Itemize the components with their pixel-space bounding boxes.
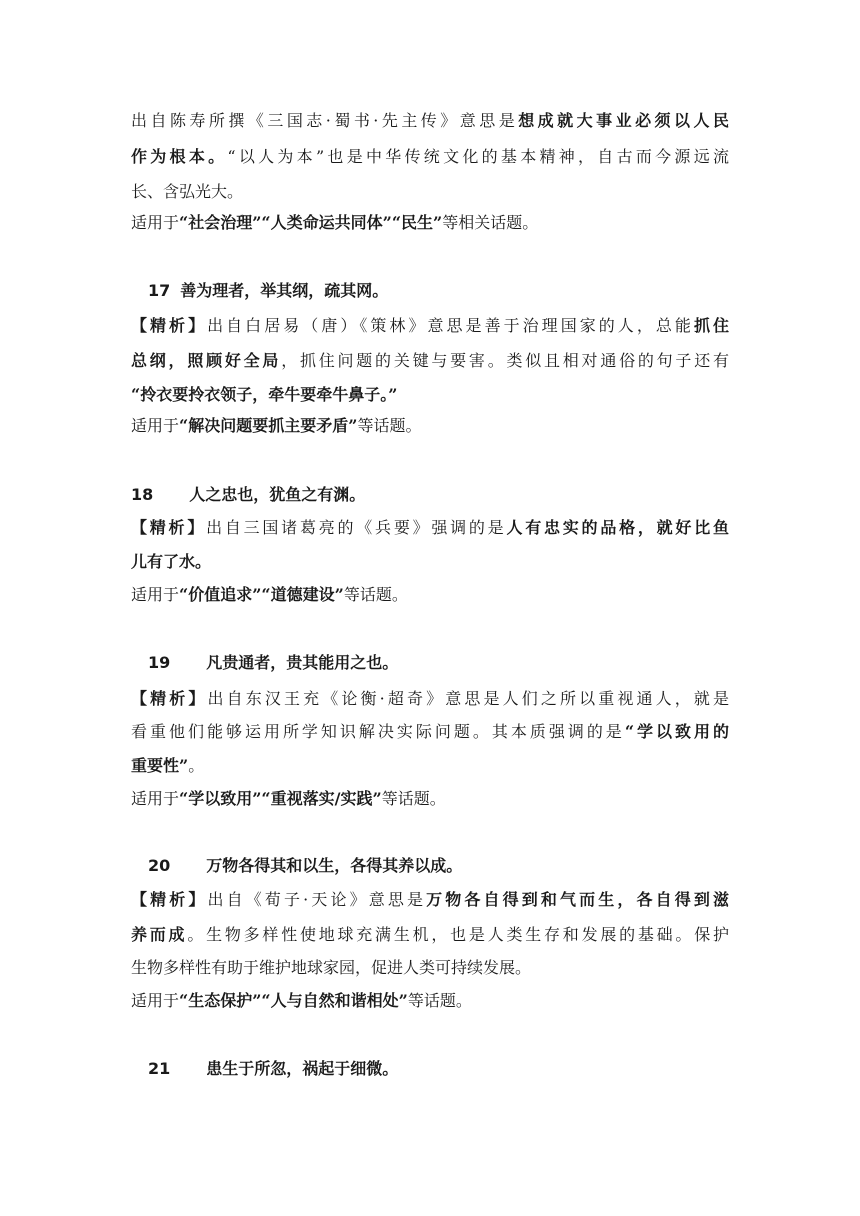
analysis-text: 。生物多样性使地球充满生机，也是人类生存和发展的基础。保护 <box>187 925 729 944</box>
item-number: 19 <box>148 653 171 672</box>
intro-line-3 <box>131 182 243 202</box>
item-20-line-2 <box>131 925 729 945</box>
analysis-bold-text: 万物各自得到和气而生，各自得到滋 <box>426 890 729 909</box>
analysis-bold-text: 养而成 <box>131 925 188 944</box>
applicable-prefix: 适用于 <box>131 213 180 232</box>
item-18-heading <box>131 485 365 505</box>
applicable-prefix: 适用于 <box>131 789 180 808</box>
applicable-prefix: 适用于 <box>131 991 180 1010</box>
applicable-topics: “解决问题要抓主要矛盾” <box>179 416 358 435</box>
intro-text: 长、含弘光大。 <box>131 182 244 201</box>
item-number: 21 <box>148 1059 171 1078</box>
analysis-bold-text: 重要性” <box>131 756 189 775</box>
analysis-text: 。 <box>188 756 205 775</box>
applicable-prefix: 适用于 <box>131 585 180 604</box>
item-21-heading <box>148 1059 398 1079</box>
intro-applicable-line <box>131 213 538 233</box>
item-title: 患生于所忽，祸起于细微。 <box>206 1059 399 1078</box>
analysis-bold-text: 抓住 <box>693 316 729 335</box>
analysis-text: ，抓住问题的关键与要害。类似且相对通俗的句子还有 <box>281 351 729 370</box>
item-18-applicable-line <box>131 585 408 605</box>
item-17-line-3 <box>131 385 397 405</box>
item-17-line-2 <box>131 351 729 371</box>
intro-text: “以人为本”也是中华传统文化的基本精神，自古而今源远流 <box>227 147 729 166</box>
analysis-label: 【精析】 <box>131 518 207 537</box>
item-19-applicable-line <box>131 789 446 809</box>
intro-line-1 <box>131 111 729 131</box>
applicable-suffix: 等相关话题。 <box>442 213 539 232</box>
item-19-line-3 <box>131 756 204 776</box>
applicable-topics: “价值追求”“道德建设” <box>179 585 344 604</box>
analysis-label: 【精析】 <box>131 689 208 708</box>
item-18-line-2 <box>131 552 211 572</box>
item-17-line-1 <box>131 316 729 336</box>
applicable-topics: “学以致用”“重视落实/实践” <box>179 789 382 808</box>
applicable-suffix: 等话题。 <box>407 991 472 1010</box>
item-19-line-1 <box>131 689 729 709</box>
item-17-applicable-line <box>131 416 421 436</box>
analysis-bold-text: 人有忠实的品格，就好比鱼 <box>506 518 729 537</box>
intro-line-2 <box>131 147 729 167</box>
analysis-text: 看重他们能够运用所学知识解决实际问题。其本质强调的是 <box>131 722 625 741</box>
analysis-bold-text: “拎衣要拎衣领子，牵牛要牵牛鼻子。” <box>131 385 398 404</box>
item-title: 万物各得其和以生，各得其养以成。 <box>206 856 463 875</box>
analysis-text: 出自《荀子·天论》意思是 <box>207 890 427 909</box>
analysis-label: 【精析】 <box>131 890 208 909</box>
applicable-topics: “生态保护”“人与自然和谐相处” <box>179 991 408 1010</box>
item-number: 17 <box>148 281 171 300</box>
item-number: 18 <box>131 485 154 504</box>
item-17-heading <box>148 281 388 301</box>
item-20-line-3 <box>131 958 531 978</box>
intro-text: 出自陈寿所撰《三国志·蜀书·先主传》意思是 <box>131 111 519 130</box>
item-number: 20 <box>148 856 171 875</box>
analysis-bold-text: 儿有了水。 <box>131 552 212 571</box>
intro-bold-text: 想成就大事业必须以人民 <box>518 111 729 130</box>
item-title: 善为理者，举其纲，疏其网。 <box>180 281 389 300</box>
applicable-suffix: 等话题。 <box>381 789 446 808</box>
item-20-applicable-line <box>131 991 472 1011</box>
item-20-heading <box>148 856 462 876</box>
analysis-text: 出自白居易（唐）《策林》意思是善于治理国家的人，总能 <box>207 316 694 335</box>
analysis-text: 生物多样性有助于维护地球家园，促进人类可持续发展。 <box>131 958 532 977</box>
analysis-bold-text: 总纲，照顾好全局 <box>131 351 282 370</box>
item-title: 人之忠也，犹鱼之有渊。 <box>189 485 366 504</box>
item-title: 凡贵通者，贵其能用之也。 <box>206 653 399 672</box>
applicable-suffix: 等话题。 <box>357 416 422 435</box>
analysis-text: 出自东汉王充《论衡·超奇》意思是人们之所以重视通人，就是 <box>207 689 729 708</box>
analysis-label: 【精析】 <box>131 316 208 335</box>
item-20-line-1 <box>131 890 729 910</box>
applicable-prefix: 适用于 <box>131 416 180 435</box>
analysis-text: 出自三国诸葛亮的《兵要》强调的是 <box>206 518 507 537</box>
item-19-heading <box>148 653 398 673</box>
item-18-line-1 <box>131 518 729 538</box>
applicable-topics: “社会治理”“人类命运共同体”“民生” <box>179 213 443 232</box>
analysis-bold-text: “学以致用的 <box>624 722 729 741</box>
applicable-suffix: 等话题。 <box>343 585 408 604</box>
intro-bold-text: 作为根本。 <box>131 147 228 166</box>
item-19-line-2 <box>131 722 729 742</box>
